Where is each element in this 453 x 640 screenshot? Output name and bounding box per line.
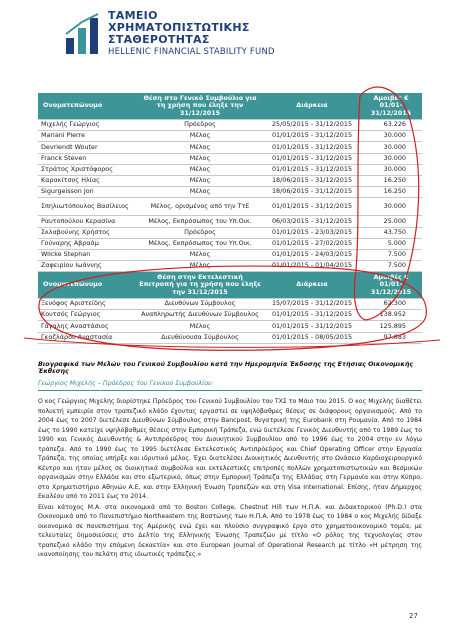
cell-fee: 30.000 [360,198,422,216]
logo-line-2: ΧΡΗΜΑΤΟΠΙΣΤΩΤΙΚΗΣ [108,21,250,34]
section-subtitle: Γεώργιος Μιχελής – Πρόεδρος του Γενικού Συμβουλίου [38,380,212,387]
cell-position: Μέλος [136,321,264,332]
cell-name: Στράτος Χριστόφορος [38,164,136,175]
cell-duration: 01/01/2015 - 27/02/2015 [264,238,360,249]
cell-name: Ξενόφος Αριστείδης [38,299,136,310]
header-fees: Αμοιβές € 01/01-31/12/2015 [360,272,422,299]
cell-name: Κουτσός Γεώργιος [38,310,136,321]
cell-fee: 30.000 [360,131,422,142]
cell-position: Μέλος [136,142,264,153]
table-row [38,238,422,249]
cell-duration: 01/01/2015 - 31/12/2015 [264,153,360,164]
cell-fee: 16.250 [360,187,422,198]
cell-position: Μέλος [136,187,264,198]
hfsf-logo-icon [64,12,102,56]
cell-fee: 97.883 [360,332,422,343]
header-name: Ονοματεπώνυμο [38,272,136,299]
cell-duration: 01/01/2015 - 23/03/2015 [264,227,360,238]
cell-fee: 30.000 [360,142,422,153]
cell-fee: 7.500 [360,261,422,272]
table-header-row [38,93,422,120]
table-row [38,175,422,186]
executive-committee-table [38,272,422,344]
cell-fee: 125.895 [360,321,422,332]
table-row [38,187,422,198]
cell-position: Μέλος, Εκπρόσωπος του Υπ.Οικ. [136,216,264,227]
cell-position: Μέλος, Εκπρόσωπος του Υπ.Οικ. [136,238,264,249]
cell-position: Μέλος [136,153,264,164]
header-position: Θέση στο Γενικό Συμβούλιο για τη χρήση που έληξε την 31/12/2015 [136,93,264,120]
cell-name: Γκαζλάρου Αναστασία [38,332,136,343]
cell-name: Ραυτοπούλου Κερασίνα [38,216,136,227]
header-position: Θέση στην Εκτελεστική Επιτροπή για τη χρήση που έληξε την 31/12/2015 [136,272,264,299]
table-header-row [38,272,422,299]
cell-name: Mariani Pierre [38,131,136,142]
cell-duration: 01/01/2015 - 31/12/2015 [264,198,360,216]
cell-duration: 01/01/2015 - 31/12/2015 [264,131,360,142]
section-title: Βιογραφικά των Μελών του Γενικού Συμβουλίου κατά την Ημερομηνία Έκδοσης της Ετήσιας Οικονομικής Έκθεσης [38,361,414,375]
cell-fee: 7.500 [360,249,422,260]
cell-name: Sigurgeisson Jon [38,187,136,198]
cell-fee: 30.000 [360,153,422,164]
cell-duration: 01/01/2015 - 01/04/2015 [264,261,360,272]
table-row [38,216,422,227]
cell-position: Μέλος [136,164,264,175]
cell-fee: 63.226 [360,120,422,131]
header-fees: Αμοιβές € 01/01-31/12/2015 [360,93,422,120]
cell-position: Πρόεδρος [136,227,264,238]
logo-line-3: ΣΤΑΘΕΡΟΤΗΤΑΣ [108,33,210,46]
cell-position: Μέλος, ορισμένος από την ΤτΕ [136,198,264,216]
cell-fee: 138.952 [360,310,422,321]
cell-position: Διευθύνων Σύμβουλος [136,299,264,310]
cell-name: Σκλαβούνης Χρήστος [38,227,136,238]
cell-name: Devriendt Wouter [38,142,136,153]
table-row [38,198,422,216]
cell-name: Wilcke Stephan [38,249,136,260]
biography-paragraph-2: Είναι κάτοχος Μ.Α. στα οικονομικά από το Boston College, Chestnut Hill των Η.Π.Α. και Διδακτορικού (Ph.D.) στα Οικονομικά από το Πανεπιστήμιο Northeastern της Βοστώνης των Η.Π.Α. Από το 1978 έως το 1984 ο κος Μιχελής δίδαξε οικονομικά σε πανεπιστήμια της Αμερικής ενώ έχει και πλούσιο συγγραφικό έργο στο χρηματοοικονομικό τομέα, με τελευταίες δημοσιεύσεις στο Δελτίο της Ελληνικής Ένωσης Τραπεζών με τίτλο «Ο ρόλος της τεχνολογίας στον τραπεζικό κλάδο την επόμενη δεκαετία» και στο European Journal of Operational Research με τίτλο «Η μέτρηση της ικανοποίησης του πελάτη στις ιδιωτικές τράπεζες.» [38,503,422,558]
cell-duration: 18/06/2015 - 31/12/2015 [264,175,360,186]
cell-duration: 15/07/2015 - 31/12/2015 [264,299,360,310]
header-duration: Διάρκεια [264,272,360,299]
cell-duration: 01/01/2015 - 31/12/2015 [264,164,360,175]
cell-duration: 01/01/2015 - 31/12/2015 [264,321,360,332]
logo-line-1: ΤΑΜΕΙΟ [108,9,158,22]
general-council-table [38,93,422,272]
cell-position: Μέλος [136,175,264,186]
table-row [38,131,422,142]
cell-position: Μέλος [136,249,264,260]
cell-fee: 30.000 [360,164,422,175]
cell-name: Γούναρης Αβραάμ [38,238,136,249]
cell-fee: 25.000 [360,216,422,227]
cell-name: Σπηλιωτόπουλος Βασίλειος [38,198,136,216]
cell-duration: 01/01/2015 - 08/05/2015 [264,332,360,343]
cell-name: Γάγαλης Αναστάσιος [38,321,136,332]
cell-position: Μέλος [136,261,264,272]
subtitle-divider [38,390,422,391]
header-name: Ονοματεπώνυμο [38,93,136,120]
cell-position: Αναπληρωτής Διευθύνων Σύμβουλος [136,310,264,321]
cell-name: Μιχελής Γεώργιος [38,120,136,131]
table-row [38,142,422,153]
biography-paragraph-1: Ο κος Γεώργιος Μιχελής διορίστηκε Πρόεδρος του Γενικού Συμβουλίου του ΤΧΣ το Μάιο του 2015. Ο κος Μιχελής διαθέτει πολυετή εμπειρία στον τραπεζικό κλάδο έχοντας εργαστεί σε υψηλόβαθμες θέσεις σε διάφορους οργανισμούς. Από το 2004 έως το 2007 διετέλεσε Διευθύνων Σύμβουλος στην Bancpost, θυγατρική της Eurobank στη Ρουμανία. Από το 1984 έως το 1990 κατείχε υψηλόβαθμες θέσεις στην Εμπορική Τράπεζα, ενώ διετέλεσε Γενικός Διευθυντής από το 1989 έως το 1990 και Γενικός Διευθυντής & Αντιπρόεδρος του Διοικητικού Συμβουλίου από το 1996 έως το 2004 στην εν λόγω τράπεζα. Από το 1990 έως το 1995 διετέλεσε Εκτελεστικός Αντιπρόεδρος και Chief Operating Officer στην Εργασία Τράπεζα, της οποίας υπήρξε και ιδρυτικό μέλος. Έχει διατελέσει Διοικητικός Διευθυντής στο Ωνάσειο Καρδιοχειρουργικό Κέντρο και ήταν μέλος σε διοικητικά συμβούλια και εκτελεστικές επιτροπές πολλών χρηματοπιστωτικών και θεσμικών οργανισμών στην Ελλάδα και στο εξωτερικό, όπως στην Εμπορική Τράπεζα της Ελλάδας στη Γερμανία και στην Κύπρο, στο Χρηματιστήριο Αθηνών Α.Ε, και στην Ελληνική Ένωση Τραπεζών και στη Visa International. Επίσης, ήταν Δήμαρχος Εκαλέου από το 2011 έως το 2014. [38,398,422,500]
page-number: 27 [409,612,418,620]
cell-duration: 18/06/2015 - 31/12/2015 [264,187,360,198]
cell-name: Franck Steven [38,153,136,164]
cell-duration: 01/01/2015 - 31/12/2015 [264,310,360,321]
table-row [38,249,422,260]
cell-position: Μέλος [136,131,264,142]
logo-english-name: HELLENIC FINANCIAL STABILITY FUND [108,47,275,57]
table-row [38,261,422,272]
cell-duration: 01/01/2015 - 31/12/2015 [264,142,360,153]
hfsf-logo-text [108,10,388,58]
table-row [38,120,422,131]
header-duration: Διάρκεια [264,93,360,120]
executive-committee-rows [38,299,422,344]
hfsf-header [64,10,384,66]
table-row [38,321,422,332]
table-row [38,310,422,321]
cell-position: Διευθύνουσα Σύμβουλος [136,332,264,343]
cell-duration: 25/05/2015 - 31/12/2015 [264,120,360,131]
table-row [38,227,422,238]
cell-name: Ζαφειρίου Ιωάννης [38,261,136,272]
cell-fee: 16.250 [360,175,422,186]
cell-fee: 62.300 [360,299,422,310]
cell-position: Πρόεδρος [136,120,264,131]
cell-duration: 06/03/2015 - 31/12/2015 [264,216,360,227]
table-row [38,153,422,164]
cell-name: Καρακίτσος Ηλίας [38,175,136,186]
cell-fee: 5.000 [360,238,422,249]
table-row [38,299,422,310]
table-row [38,332,422,343]
cell-fee: 43.750 [360,227,422,238]
general-council-rows [38,120,422,272]
biography-text [38,397,422,561]
cell-duration: 01/01/2015 - 24/03/2015 [264,249,360,260]
table-row [38,164,422,175]
